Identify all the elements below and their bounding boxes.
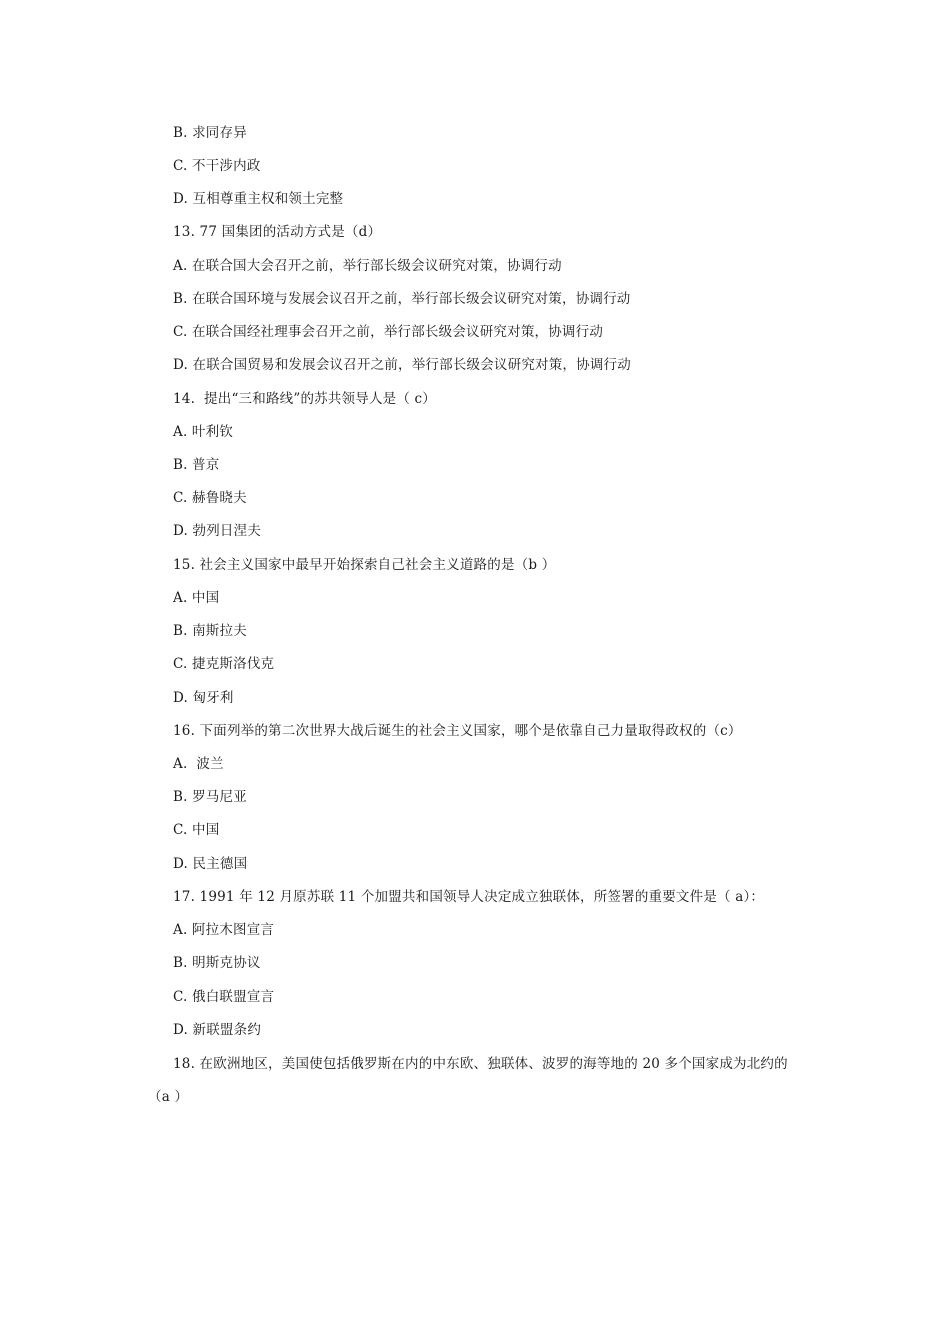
option-c-q14: C. 赫鲁晓夫	[173, 490, 247, 506]
option-c-q13: C. 在联合国经社理事会召开之前，举行部长级会议研究对策，协调行动	[173, 324, 604, 340]
option-d-q12: D. 互相尊重主权和领土完整	[173, 191, 344, 207]
option-c-q15: C. 捷克斯洛伐克	[173, 656, 275, 672]
option-d-q14: D. 勃列日涅夫	[173, 523, 262, 539]
option-b-q17: B. 明斯克协议	[173, 955, 261, 971]
option-a-q13: A. 在联合国大会召开之前，举行部长级会议研究对策，协调行动	[173, 258, 562, 274]
option-d-q16: D. 民主德国	[173, 856, 248, 872]
option-c-q12: C. 不干涉内政	[173, 158, 261, 174]
option-b-q15: B. 南斯拉夫	[173, 623, 247, 639]
option-c-q17: C. 俄白联盟宣言	[173, 989, 275, 1005]
option-b-q16: B. 罗马尼亚	[173, 789, 247, 805]
question-16: 16. 下面列举的第二次世界大战后诞生的社会主义国家，哪个是依靠自己力量取得政权的（c）	[173, 723, 742, 739]
option-b-q12: B. 求同存异	[173, 125, 247, 141]
question-18: 18. 在欧洲地区，美国使包括俄罗斯在内的中东欧、独联体、波罗的海等地的 20 多个国家成为北约的	[173, 1056, 788, 1072]
option-b-q13: B. 在联合国环境与发展会议召开之前，举行部长级会议研究对策，协调行动	[173, 291, 631, 307]
option-a-q17: A. 阿拉木图宣言	[173, 922, 275, 938]
question-18-continuation: （a ）	[148, 1089, 189, 1105]
option-b-q14: B. 普京	[173, 457, 220, 473]
option-d-q13: D. 在联合国贸易和发展会议召开之前，举行部长级会议研究对策，协调行动	[173, 357, 631, 373]
option-c-q16: C. 中国	[173, 822, 220, 838]
option-d-q17: D. 新联盟条约	[173, 1022, 262, 1038]
question-15: 15. 社会主义国家中最早开始探索自己社会主义道路的是（b ）	[173, 557, 556, 573]
question-17: 17. 1991 年 12 月原苏联 11 个加盟共和国领导人决定成立独联体，所签署的重要文件是（ a）：	[173, 889, 765, 905]
question-14: 14. 提出“三和路线”的苏共领导人是（ c）	[173, 391, 437, 407]
option-a-q16: A. 波兰	[173, 756, 224, 772]
option-a-q15: A. 中国	[173, 590, 220, 606]
option-a-q14: A. 叶利钦	[173, 424, 234, 440]
question-13: 13. 77 国集团的活动方式是（d）	[173, 224, 382, 240]
option-d-q15: D. 匈牙利	[173, 690, 234, 706]
